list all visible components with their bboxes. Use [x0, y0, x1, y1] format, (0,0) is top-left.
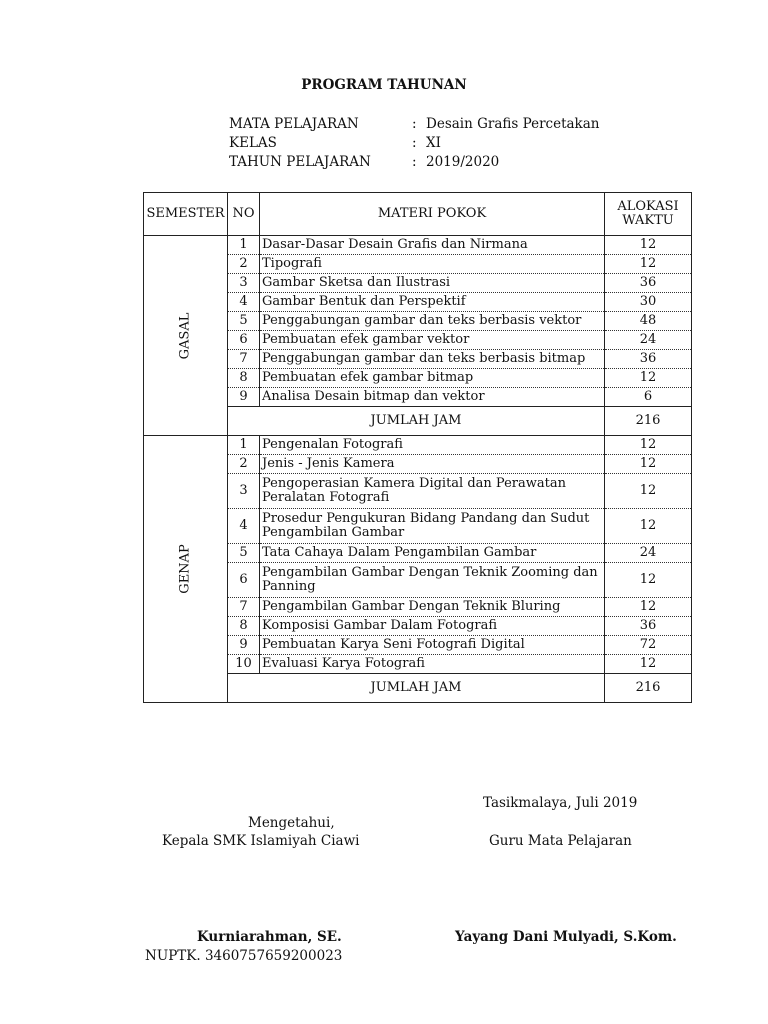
- row-alokasi: 12: [605, 563, 692, 598]
- row-number: 2: [228, 455, 260, 474]
- header-semester: SEMESTER: [144, 193, 228, 236]
- meta-value: XI: [426, 135, 441, 151]
- principal-id: NUPTK. 3460757659200023: [145, 948, 343, 964]
- teacher-name: Yayang Dani Mulyadi, S.Kom.: [455, 929, 677, 945]
- row-materi: Pengambilan Gambar Dengan Teknik Bluring: [260, 598, 605, 617]
- table-row: [144, 236, 692, 255]
- row-alokasi: 12: [605, 509, 692, 544]
- semester-cell: [144, 436, 228, 703]
- row-number: 6: [228, 331, 260, 350]
- row-alokasi: 12: [605, 436, 692, 455]
- meta-value: 2019/2020: [426, 154, 500, 170]
- row-alokasi: 12: [605, 655, 692, 674]
- row-number: 8: [228, 617, 260, 636]
- header-no: NO: [228, 193, 260, 236]
- meta-separator: :: [412, 154, 417, 170]
- row-number: 6: [228, 563, 260, 598]
- row-number: 7: [228, 350, 260, 369]
- row-materi: Jenis - Jenis Kamera: [260, 455, 605, 474]
- row-alokasi: 24: [605, 544, 692, 563]
- row-materi: Gambar Sketsa dan Ilustrasi: [260, 274, 605, 293]
- row-materi: Pembuatan efek gambar bitmap: [260, 369, 605, 388]
- row-alokasi: 36: [605, 274, 692, 293]
- row-number: 4: [228, 293, 260, 312]
- row-alokasi: 12: [605, 474, 692, 509]
- meta-separator: :: [412, 135, 417, 151]
- row-materi: Pembuatan Karya Seni Fotografi Digital: [260, 636, 605, 655]
- total-value: 216: [605, 674, 692, 703]
- semester-label: GASAL: [177, 312, 193, 359]
- row-number: 4: [228, 509, 260, 544]
- total-value: 216: [605, 407, 692, 436]
- row-number: 3: [228, 274, 260, 293]
- row-number: 8: [228, 369, 260, 388]
- row-materi: Evaluasi Karya Fotografi: [262, 656, 425, 671]
- row-alokasi: 12: [605, 598, 692, 617]
- acknowledged-label: Mengetahui,: [248, 815, 335, 831]
- row-materi: Pembuatan efek gambar vektor: [260, 331, 605, 350]
- row-number: 5: [228, 312, 260, 331]
- meta-label: KELAS: [229, 135, 277, 151]
- teacher-role: Guru Mata Pelajaran: [489, 833, 632, 849]
- meta-separator: :: [412, 116, 417, 132]
- row-alokasi: 24: [605, 331, 692, 350]
- header-alokasi-line2: WAKTU: [622, 213, 674, 228]
- semester-cell: [144, 236, 228, 436]
- row-alokasi: 36: [605, 350, 692, 369]
- row-number: 10: [228, 655, 260, 674]
- semester-label: GENAP: [177, 544, 193, 594]
- meta-label: TAHUN PELAJARAN: [229, 154, 371, 170]
- row-alokasi: 30: [605, 293, 692, 312]
- row-number: 7: [228, 598, 260, 617]
- header-alokasi: [605, 193, 692, 236]
- total-label: JUMLAH JAM: [228, 407, 605, 436]
- program-table: [143, 192, 692, 703]
- row-alokasi: 12: [605, 255, 692, 274]
- row-number: 9: [228, 636, 260, 655]
- row-alokasi: 12: [605, 236, 692, 255]
- row-number: 3: [228, 474, 260, 509]
- row-materi: Pengoperasian Kamera Digital dan Perawatan Peralatan Fotografi: [260, 474, 605, 509]
- row-materi: Komposisi Gambar Dalam Fotografi: [260, 617, 605, 636]
- row-materi: Penggabungan gambar dan teks berbasis vektor: [260, 312, 605, 331]
- meta-label: MATA PELAJARAN: [229, 116, 359, 132]
- row-materi: Pengambilan Gambar Dengan Teknik Zooming dan Panning: [260, 563, 605, 598]
- row-alokasi: 36: [605, 617, 692, 636]
- header-materi: MATERI POKOK: [260, 193, 605, 236]
- row-number: 9: [228, 388, 260, 407]
- row-alokasi: 12: [605, 369, 692, 388]
- row-materi: Dasar-Dasar Desain Grafis dan Nirmana: [260, 236, 605, 255]
- row-materi: Prosedur Pengukuran Bidang Pandang dan Sudut Pengambilan Gambar: [260, 509, 605, 544]
- row-materi: Tipografi: [260, 255, 605, 274]
- header-alokasi-line1: ALOKASI: [617, 199, 679, 214]
- row-alokasi: 12: [605, 455, 692, 474]
- table-row: [144, 436, 692, 455]
- row-materi: Pengenalan Fotografi: [260, 436, 605, 455]
- principal-name: Kurniarahman, SE.: [197, 929, 342, 945]
- meta-value: Desain Grafis Percetakan: [426, 116, 600, 132]
- place-date: Tasikmalaya, Juli 2019: [483, 795, 638, 811]
- principal-role: Kepala SMK Islamiyah Ciawi: [162, 833, 360, 849]
- row-number: 2: [228, 255, 260, 274]
- row-number: 1: [228, 436, 260, 455]
- row-materi: Penggabungan gambar dan teks berbasis bitmap: [260, 350, 605, 369]
- row-alokasi: 6: [605, 388, 692, 407]
- row-materi: Tata Cahaya Dalam Pengambilan Gambar: [260, 544, 605, 563]
- gasal-section: [144, 236, 692, 436]
- row-alokasi: 48: [605, 312, 692, 331]
- row-materi: Analisa Desain bitmap dan vektor: [262, 389, 485, 404]
- row-alokasi: 72: [605, 636, 692, 655]
- genap-section: [144, 436, 692, 703]
- row-number: 5: [228, 544, 260, 563]
- document-title: PROGRAM TAHUNAN: [301, 77, 467, 93]
- row-number: 1: [228, 236, 260, 255]
- row-materi: Gambar Bentuk dan Perspektif: [260, 293, 605, 312]
- total-label: JUMLAH JAM: [228, 674, 605, 703]
